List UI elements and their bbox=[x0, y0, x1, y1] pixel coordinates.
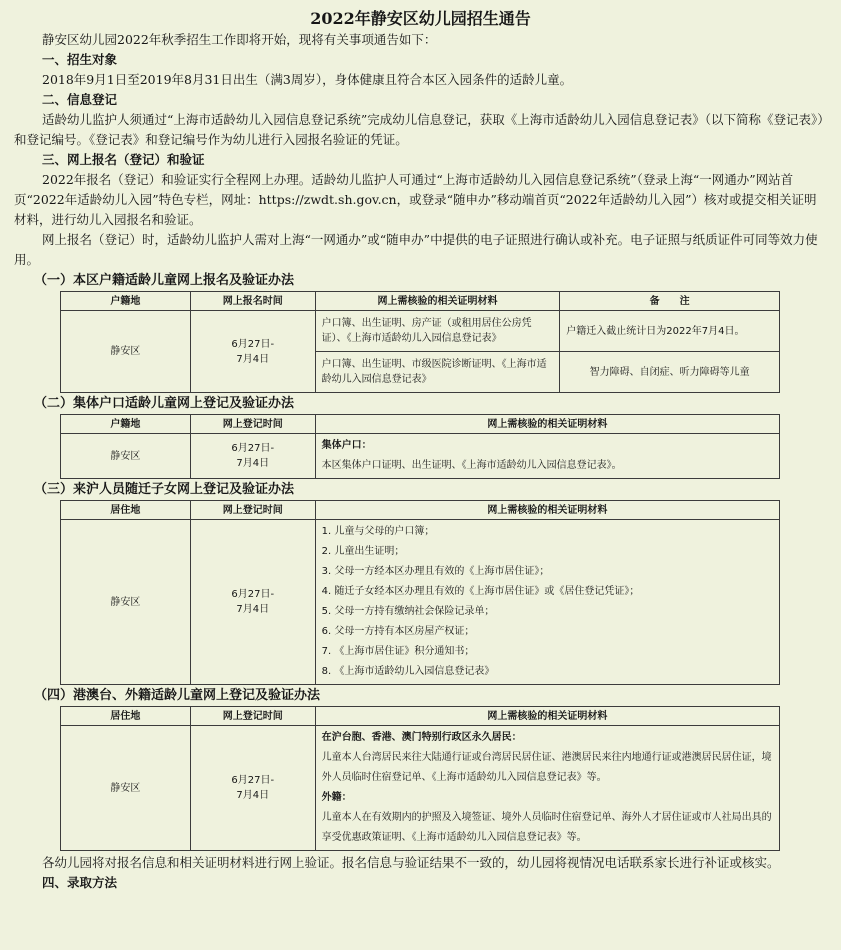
table-3-header: 网上需核验的相关证明材料 bbox=[315, 501, 779, 520]
time-end: 7月4日 bbox=[236, 458, 270, 469]
time-cell bbox=[190, 520, 315, 685]
hk-macao-taiwan-title: 在沪台胞、香港、澳门特别行政区永久居民： bbox=[321, 732, 522, 743]
table-2-header: 网上需核验的相关证明材料 bbox=[315, 415, 779, 434]
section-1-heading: 一、招生对象 bbox=[42, 52, 118, 67]
list-item: 3. 父母一方经本区办理且有效的《上海市居住证》； bbox=[321, 566, 550, 577]
table-3 bbox=[60, 500, 780, 685]
materials-cell: 户口簿、出生证明、房产证（或租用居住公房凭证）、《上海市适龄幼儿入园信息登记表》 bbox=[315, 311, 560, 352]
list-item: 5. 父母一方持有缴纳社会保险记录单； bbox=[321, 606, 495, 617]
time-cell bbox=[190, 434, 315, 479]
page-title: 2022年静安区幼儿园招生通告 bbox=[310, 9, 531, 28]
table-row bbox=[61, 520, 780, 685]
note-cell: 户籍迁入截止统计日为2022年7月4日。 bbox=[560, 311, 780, 352]
list-item: 7. 《上海市居住证》积分通知书； bbox=[321, 646, 475, 657]
section-3-para-2: 网上报名（登记）时，适龄幼儿监护人需对上海“一网通办”或“随申办”中提供的电子证照进行确认或补充。电子证照与纸质证件可同等效力使用。 bbox=[14, 232, 818, 267]
table-row bbox=[61, 726, 780, 851]
table-1 bbox=[60, 291, 780, 393]
district-cell: 静安区 bbox=[61, 726, 191, 851]
time-start: 6月27日- bbox=[231, 443, 275, 454]
section-2-text: 适龄幼儿监护人须通过“上海市适龄幼儿入园信息登记系统”完成幼儿信息登记，获取《上海市适龄幼儿入园信息登记表》（以下简称《登记表》）和登记编号。《登记表》和登记编号作为幼儿进行入园报名验证的凭证。 bbox=[14, 112, 824, 147]
materials-cell: 户口簿、出生证明、市级医院诊断证明、《上海市适龄幼儿入园信息登记表》 bbox=[315, 352, 560, 393]
table-4-header: 网上登记时间 bbox=[190, 707, 315, 726]
table-1-header: 备 注 bbox=[560, 292, 780, 311]
materials-list-cell bbox=[315, 520, 779, 685]
table-4-header: 居住地 bbox=[61, 707, 191, 726]
intro-text: 静安区幼儿园2022年秋季招生工作即将开始，现将有关事项通告如下： bbox=[42, 32, 437, 47]
table-1-heading: （一）本区户籍适龄儿童网上报名及验证办法 bbox=[34, 273, 295, 288]
table-2-header: 网上登记时间 bbox=[190, 415, 315, 434]
table-1-header: 户籍地 bbox=[61, 292, 191, 311]
table-4 bbox=[60, 706, 780, 851]
list-item: 1. 儿童与父母的户口簿； bbox=[321, 526, 435, 537]
section-2-heading: 二、信息登记 bbox=[42, 92, 118, 107]
time-cell bbox=[190, 726, 315, 851]
table-2-header: 户籍地 bbox=[61, 415, 191, 434]
section-3-heading: 三、网上报名（登记）和验证 bbox=[42, 152, 205, 167]
foreign-text: 儿童本人在有效期内的护照及入境签证、境外人员临时住宿登记单、海外人才居住证或市人社局出具的享受优惠政策证明、《上海市适龄幼儿入园信息登记表》等。 bbox=[321, 812, 772, 843]
section-1-text: 2018年9月1日至2019年8月31日出生（满3周岁），身体健康且符合本区入园条件的适龄儿童。 bbox=[42, 72, 573, 87]
section-4-heading-cutoff: 四、录取方法 bbox=[42, 875, 118, 890]
district-cell: 静安区 bbox=[61, 520, 191, 685]
time-start: 6月27日- bbox=[231, 338, 275, 350]
table-2 bbox=[60, 414, 780, 479]
list-item: 4. 随迁子女经本区办理且有效的《上海市居住证》或《居住登记凭证》； bbox=[321, 586, 640, 597]
section-3-para-1: 2022年报名（登记）和验证实行全程网上办理。适龄幼儿监护人可通过“上海市适龄幼儿入园信息登记系统”（登录上海“一网通办”网站首页“2022年适龄幼儿入园”特色专栏，网址：https://zwdt.sh.gov.cn，或登录“随申办”移动端首页“2022年适龄幼儿入园”）核对或提交相关证明材料，进行幼儿入园报名和验证。 bbox=[14, 172, 817, 227]
materials-cell bbox=[315, 726, 779, 851]
materials-text: 本区集体户口证明、出生证明、《上海市适龄幼儿入园信息登记表》。 bbox=[321, 460, 622, 471]
table-3-heading: （三）来沪人员随迁子女网上登记及验证办法 bbox=[34, 482, 295, 497]
table-4-header-row bbox=[61, 707, 780, 726]
table-2-heading: （二）集体户口适龄儿童网上登记及验证办法 bbox=[34, 396, 295, 411]
table-row bbox=[61, 311, 780, 352]
time-cell bbox=[190, 311, 315, 393]
closing-text: 各幼儿园将对报名信息和相关证明材料进行网上验证。报名信息与验证结果不一致的，幼儿园将视情况电话联系家长进行补证或核实。 bbox=[42, 855, 780, 870]
time-end: 7月4日 bbox=[236, 604, 270, 615]
time-start: 6月27日- bbox=[231, 775, 275, 786]
list-item: 2. 儿童出生证明； bbox=[321, 546, 405, 557]
table-4-heading: （四）港澳台、外籍适龄儿童网上登记及验证办法 bbox=[34, 688, 321, 703]
table-3-header: 网上登记时间 bbox=[190, 501, 315, 520]
list-item: 8. 《上海市适龄幼儿入园信息登记表》 bbox=[321, 666, 495, 677]
table-3-header-row bbox=[61, 501, 780, 520]
time-end: 7月4日 bbox=[236, 790, 270, 801]
table-1-header: 网上需核验的相关证明材料 bbox=[315, 292, 560, 311]
materials-cell bbox=[315, 434, 779, 479]
list-item: 6. 父母一方持有本区房屋产权证； bbox=[321, 626, 475, 637]
table-2-header-row bbox=[61, 415, 780, 434]
note-cell: 智力障碍、自闭症、听力障碍等儿童 bbox=[560, 352, 780, 393]
hk-macao-taiwan-text: 儿童本人台湾居民来往大陆通行证或台湾居民居住证、港澳居民来往内地通行证或港澳居民居住证，境外人员临时住宿登记单、《上海市适龄幼儿入园信息登记表》等。 bbox=[321, 752, 772, 783]
table-4-header: 网上需核验的相关证明材料 bbox=[315, 707, 779, 726]
district-cell: 静安区 bbox=[61, 311, 191, 393]
table-1-header: 网上报名时间 bbox=[190, 292, 315, 311]
table-row bbox=[61, 434, 780, 479]
time-start: 6月27日- bbox=[231, 589, 275, 600]
table-3-header: 居住地 bbox=[61, 501, 191, 520]
foreign-title: 外籍： bbox=[321, 792, 352, 803]
time-end: 7月4日 bbox=[236, 353, 270, 365]
materials-title: 集体户口： bbox=[321, 440, 372, 451]
district-cell: 静安区 bbox=[61, 434, 191, 479]
table-1-header-row bbox=[61, 292, 780, 311]
